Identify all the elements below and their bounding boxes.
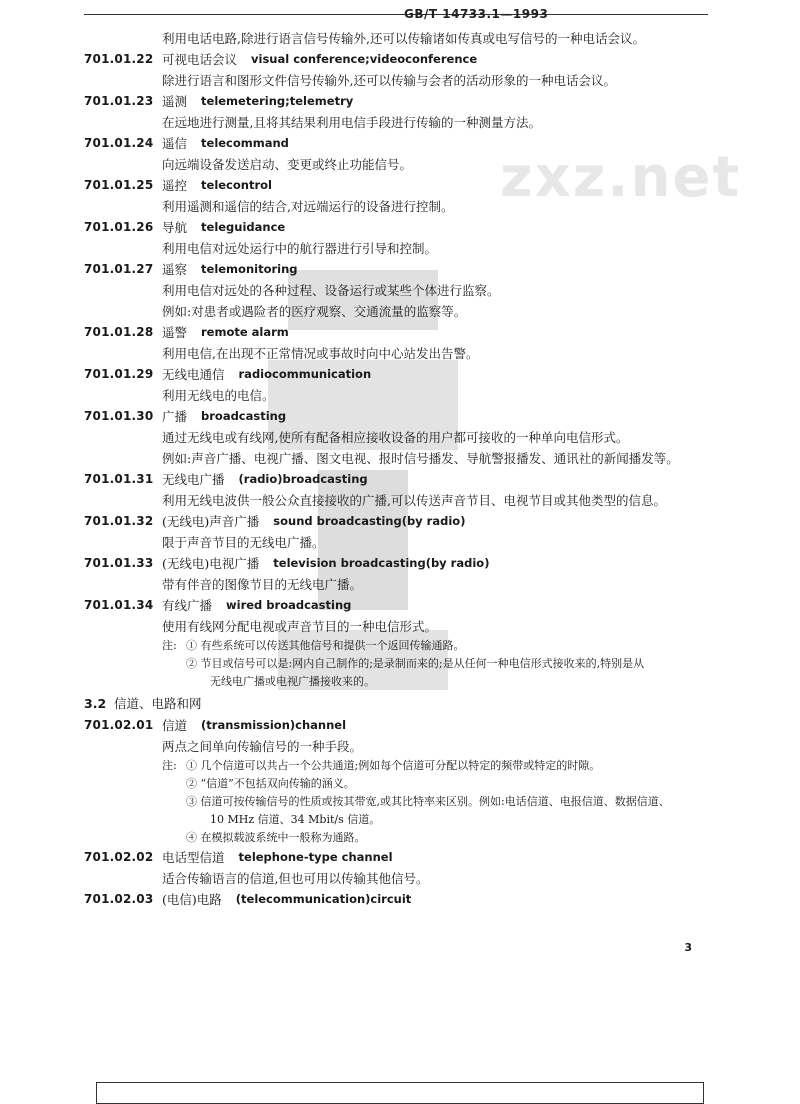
term-definition: 利用无线电波供一般公众直接接收的广播,可以传送声音节目、电视节目或其他类型的信息。	[162, 493, 666, 508]
term-chinese: (无线电)电视广播	[162, 556, 260, 571]
term-english: (transmission)channel	[201, 718, 347, 732]
term-entry	[84, 595, 714, 637]
term-number: 701.01.29	[84, 367, 154, 381]
term-example: 例如:声音广播、电视广播、图文电视、报时信号播发、导航警报播发、通讯社的新闻播发等。	[162, 451, 679, 466]
notes-block	[162, 757, 714, 847]
term-definition: 利用无线电的电信。	[162, 388, 275, 403]
term-number: 701.02.02	[84, 850, 154, 864]
term-number: 701.01.22	[84, 52, 154, 66]
term-number: 701.01.27	[84, 262, 154, 276]
header-rule	[84, 7, 708, 21]
term-english: teleguidance	[201, 220, 286, 234]
section-number: 3.2	[84, 696, 107, 711]
note-item: ② 节目或信号可以是:网内自己制作的;是录制而来的;是从任何一种电信形式接收来的,特别是从	[186, 657, 645, 670]
term-number: 701.01.28	[84, 325, 154, 339]
term-number: 701.01.33	[84, 556, 154, 570]
term-number: 701.01.23	[84, 94, 154, 108]
term-entry	[84, 364, 714, 406]
term-english: remote alarm	[201, 325, 289, 339]
term-chinese: 广播	[162, 409, 188, 424]
term-definition: 限于声音节目的无线电广播。	[162, 535, 325, 550]
term-definition: 利用电信,在出现不正常情况或事故时向中心站发出告警。	[162, 346, 479, 361]
term-number: 701.01.32	[84, 514, 154, 528]
term-number: 701.01.25	[84, 178, 154, 192]
term-definition: 通过无线电或有线网,使所有配备相应接收设备的用户都可接收的一种单向电信形式。	[162, 430, 629, 445]
term-chinese: 可视电话会议	[162, 52, 238, 67]
term-chinese: 有线广播	[162, 598, 213, 613]
term-definition: 利用电信对远处运行中的航行器进行引导和控制。	[162, 241, 438, 256]
term-number: 701.02.03	[84, 892, 154, 906]
term-definition: 两点之间单向传输信号的一种手段。	[162, 739, 363, 754]
term-entry	[84, 469, 714, 511]
term-number: 701.01.26	[84, 220, 154, 234]
term-number: 701.01.24	[84, 136, 154, 150]
term-example: 例如:对患者或遇险者的医疗观察、交通流量的监察等。	[162, 304, 467, 319]
term-entry	[84, 715, 714, 757]
term-chinese: 遥信	[162, 136, 188, 151]
term-chinese: (电信)电路	[162, 892, 222, 907]
term-english: broadcasting	[201, 409, 287, 423]
term-entry	[84, 91, 714, 133]
term-chinese: 导航	[162, 220, 188, 235]
term-number: 701.02.01	[84, 718, 154, 732]
note-item: ② “信道”不包括双向传输的涵义。	[186, 777, 355, 790]
term-english: telecontrol	[201, 178, 272, 192]
term-entry	[84, 553, 714, 595]
note-item: ④ 在模拟载波系统中一般称为通路。	[186, 831, 366, 844]
term-definition: 利用遥测和遥信的结合,对远端运行的设备进行控制。	[162, 199, 454, 214]
term-english: radiocommunication	[238, 367, 372, 381]
term-list-b	[84, 511, 714, 637]
term-english: television broadcasting(by radio)	[273, 556, 490, 570]
notes-block	[162, 637, 714, 691]
term-chinese: (无线电)声音广播	[162, 514, 260, 529]
note-item: ③ 信道可按传输信号的性质或按其带宽,或其比特率来区别。例如:电话信道、电报信道、数据信道、	[186, 795, 670, 808]
term-entry	[84, 259, 714, 322]
term-entry	[84, 322, 714, 364]
section-heading	[84, 693, 714, 715]
term-definition: 在远地进行测量,且将其结果利用电信手段进行传输的一种测量方法。	[162, 115, 541, 130]
term-definition: 利用电信对远处的各种过程、设备运行或某些个体进行监察。	[162, 283, 500, 298]
page-number: 3	[684, 941, 692, 954]
term-number: 701.01.30	[84, 409, 154, 423]
document-body	[84, 28, 714, 910]
term-definition: 向远端设备发送启动、变更或终止功能信号。	[162, 157, 413, 172]
term-chinese: 遥察	[162, 262, 188, 277]
section-title: 信道、电路和网	[114, 696, 202, 711]
note-lead: 注:	[162, 639, 177, 652]
term-definition: 使用有线网分配电视或声音节目的一种电信形式。	[162, 619, 438, 634]
note-continuation: 10 MHz 信道、34 Mbit/s 信道。	[210, 813, 381, 826]
term-english: telephone-type channel	[238, 850, 393, 864]
term-definition: 除进行语言和图形文件信号传输外,还可以传输与会者的活动形象的一种电话会议。	[162, 73, 616, 88]
term-chinese: 无线电广播	[162, 472, 225, 487]
term-chinese: 无线电通信	[162, 367, 225, 382]
footer-frame	[96, 1082, 704, 1104]
term-entry	[84, 889, 714, 910]
intro-paragraph: 利用电话电路,除进行语言信号传输外,还可以传输诸如传真或电写信号的一种电话会议。	[162, 31, 645, 46]
term-english: sound broadcasting(by radio)	[273, 514, 466, 528]
term-chinese: 电话型信道	[162, 850, 225, 865]
note-item: ① 有些系统可以传送其他信号和提供一个返回传输通路。	[186, 639, 465, 652]
term-english: telemetering;telemetry	[201, 94, 354, 108]
note-continuation: 无线电广播或电视广播接收来的。	[210, 675, 375, 688]
term-chinese: 遥警	[162, 325, 188, 340]
note-lead: 注:	[162, 759, 177, 772]
term-number: 701.01.31	[84, 472, 154, 486]
term-chinese: 遥测	[162, 94, 188, 109]
note-item: ① 几个信道可以共占一个公共通道;例如每个信道可分配以特定的频带或特定的时隙。	[186, 759, 601, 772]
term-english: (telecommunication)circuit	[235, 892, 412, 906]
term-entry	[84, 217, 714, 259]
term-entry	[84, 49, 714, 91]
term-number: 701.01.34	[84, 598, 154, 612]
term-entry	[84, 175, 714, 217]
term-entry	[84, 847, 714, 889]
term-english: telemonitoring	[201, 262, 298, 276]
term-chinese: 遥控	[162, 178, 188, 193]
term-entry	[84, 511, 714, 553]
term-english: telecommand	[201, 136, 289, 150]
term-english: wired broadcasting	[226, 598, 352, 612]
standard-code-header: GB/T 14733.1—1993	[404, 7, 549, 21]
term-chinese: 信道	[162, 718, 188, 733]
watermark-text: zxz.net	[500, 145, 742, 210]
term-english: (radio)broadcasting	[238, 472, 368, 486]
term-entry	[84, 133, 714, 175]
term-definition: 适合传输语言的信道,但也可用以传输其他信号。	[162, 871, 429, 886]
term-definition: 带有伴音的图像节目的无线电广播。	[162, 577, 363, 592]
term-list-a	[84, 49, 714, 469]
term-entry	[84, 406, 714, 469]
term-english: visual conference;videoconference	[251, 52, 478, 66]
